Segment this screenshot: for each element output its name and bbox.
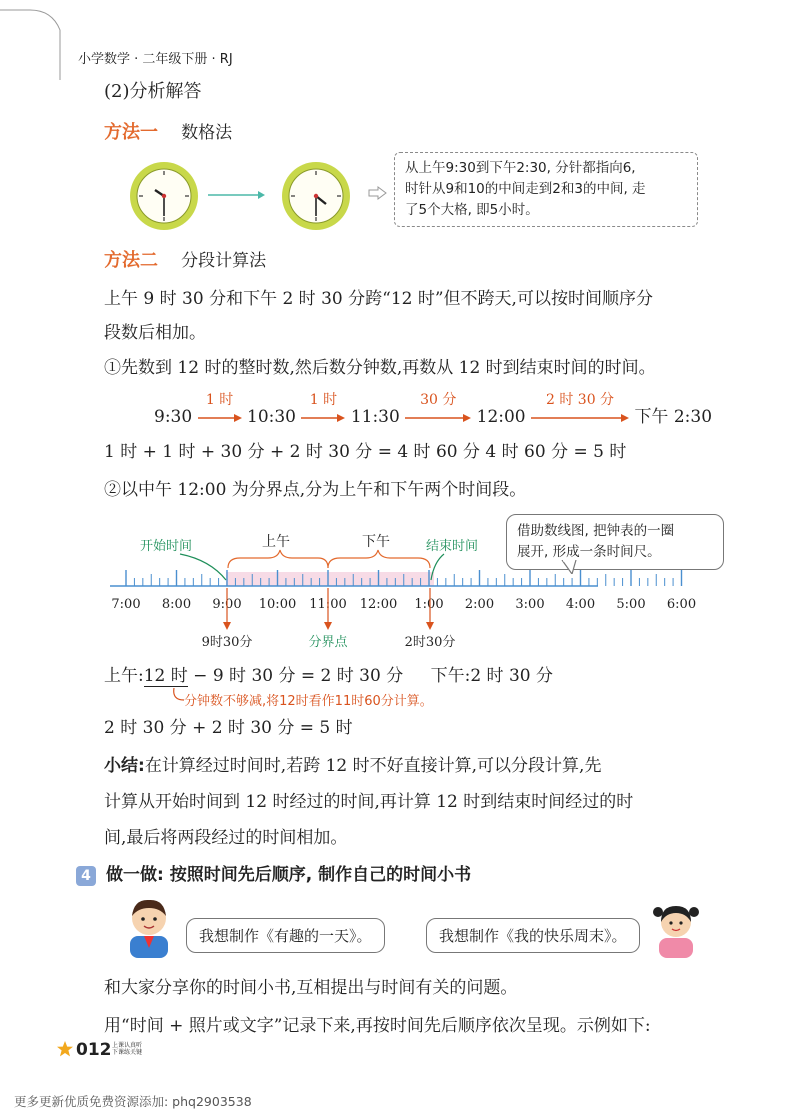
footer-note: 更多更新优质免费资源添加: phq2903538 — [14, 1094, 252, 1109]
method1-note — [394, 152, 698, 227]
sum-line: 1 时 + 1 时 + 30 分 + 2 时 30 分 = 4 时 60 分 4 时 60 分 = 5 时 — [104, 442, 627, 462]
method1-note-line: 了5个大格, 即5小时。 — [405, 202, 539, 218]
method2-intro-line: 上午 9 时 30 分和下午 2 时 30 分跨“12 时”但不跨天,可以按时间顺序分 — [104, 289, 653, 309]
method1-label: 方法一 — [104, 122, 158, 143]
start-time-label: 开始时间 — [139, 539, 193, 554]
summary-line: 在计算经过时间时,若跨 12 时不好直接计算,可以分段计算,先 — [144, 756, 602, 776]
practice-heading — [76, 860, 471, 886]
page-number: 012 — [76, 1040, 112, 1060]
chain-step: 30 分 — [405, 407, 471, 427]
method2-name: 分段计算法 — [181, 251, 267, 271]
tick-label: 6:00 — [666, 597, 697, 612]
tip-tail — [560, 560, 580, 574]
slogan-line: 下课练关键 — [112, 1049, 143, 1056]
method1-note-line: 时针从9和10的中间走到2和3的中间, 走 — [405, 181, 646, 197]
summary — [104, 748, 633, 856]
summary-label: 小结: — [104, 756, 145, 776]
practice-title: 做一做: 按照时间先后顺序, 制作自己的时间小书 — [106, 865, 472, 885]
tip-line: 借助数线图, 把钟表的一圈 — [517, 523, 675, 539]
tick-label: 9:00 — [212, 597, 242, 612]
girl-speech-bubble: 我想制作《我的快乐周末》。 — [426, 918, 640, 953]
method1-heading — [104, 118, 232, 144]
method1-note-line: 从上午9:30到下午2:30, 分针都指向6, — [405, 160, 636, 176]
star-icon — [56, 1040, 74, 1058]
chain-step: 1 时 — [301, 407, 345, 427]
arrow-icon — [206, 188, 268, 202]
am-brace — [228, 550, 328, 568]
chain-time: 12:00 — [476, 407, 526, 427]
tick-label: 3:00 — [515, 597, 545, 612]
am-prefix: 上午: — [104, 666, 144, 686]
boy-speech-bubble: 我想制作《有趣的一天》。 — [186, 918, 385, 953]
tick-label: 12:00 — [359, 597, 398, 612]
am-calc — [104, 664, 553, 688]
summary-line: 计算从开始时间到 12 时经过的时间,再计算 12 时到结束时间经过的时 — [104, 792, 634, 812]
time-chain — [154, 392, 713, 427]
chain-time: 下午 2:30 — [634, 407, 713, 427]
method2-step1: ①先数到 12 时的整时数,然后数分钟数,再数从 12 时到结束时间的时间。 — [104, 358, 656, 378]
tick-label: 8:00 — [161, 597, 192, 612]
tick-label: 7:00 — [111, 597, 141, 612]
am-12: 12 时 — [143, 666, 188, 686]
pointer-arrow-icon — [368, 186, 388, 200]
end-time-label: 结束时间 — [425, 539, 479, 554]
chain-time: 10:30 — [247, 407, 296, 427]
hint-hook — [166, 688, 186, 706]
summary-line: 间,最后将两段经过的时间相加。 — [104, 828, 348, 848]
tick-label: 10:00 — [258, 597, 297, 612]
chain-time: 9:30 — [154, 407, 193, 427]
page-corner-decoration — [0, 0, 80, 80]
section-title: (2)分析解答 — [104, 81, 202, 102]
chain-time: 11:30 — [350, 407, 400, 427]
start-pointer — [180, 554, 226, 580]
boy-avatar — [122, 896, 176, 958]
method2-heading — [104, 246, 266, 272]
marker-right-label: 2时30分 — [404, 635, 456, 650]
chain-step: 1 时 — [198, 407, 242, 427]
practice-line1: 和大家分享你的时间小书,互相提出与时间有关的问题。 — [104, 978, 518, 998]
slogan-line: 上课认真听 — [112, 1042, 143, 1049]
marker-mid-label: 分界点 — [308, 635, 348, 650]
marker-left-label: 9时30分 — [201, 635, 253, 650]
pm-brace — [328, 550, 430, 568]
tick-label: 4:00 — [565, 597, 596, 612]
practice-line2: 用“时间 + 照片或文字”记录下来,再按时间先后顺序依次呈现。示例如下: — [104, 1016, 651, 1036]
page-slogan — [112, 1042, 142, 1056]
tick-label: 2:00 — [464, 597, 495, 612]
tick-label: 11:00 — [309, 597, 347, 612]
tick-labels — [111, 597, 696, 612]
tick-label: 5:00 — [616, 597, 646, 612]
clock-end-icon — [280, 160, 352, 232]
method2-intro — [104, 282, 653, 350]
chain-step: 2 时 30 分 — [531, 407, 629, 427]
pm-label: 下午 — [362, 534, 390, 550]
total-calc: 2 时 30 分 + 2 时 30 分 = 5 时 — [104, 718, 353, 738]
practice-number-badge: 4 — [76, 866, 96, 886]
am-rest: − 9 时 30 分 = 2 时 30 分 — [187, 666, 404, 686]
number-line-tip — [506, 514, 724, 570]
method2-intro-line: 段数后相加。 — [104, 323, 206, 343]
pm-calc: 下午:2 时 30 分 — [430, 666, 553, 686]
am-label: 上午 — [262, 534, 290, 550]
tick-label: 1:00 — [414, 597, 444, 612]
header-title: 小学数学 · 二年级下册 · RJ — [78, 52, 233, 67]
highlight-band — [226, 572, 434, 586]
method1-name: 数格法 — [181, 123, 233, 143]
method2-label: 方法二 — [104, 250, 158, 271]
clock-start-icon — [128, 160, 200, 232]
girl-avatar — [650, 900, 702, 958]
tip-line: 展开, 形成一条时间尺。 — [517, 544, 661, 560]
method2-step2: ②以中午 12:00 为分界点,分为上午和下午两个时间段。 — [104, 480, 527, 500]
calc-hint: 分钟数不够减,将12时看作11时60分计算。 — [184, 694, 433, 709]
